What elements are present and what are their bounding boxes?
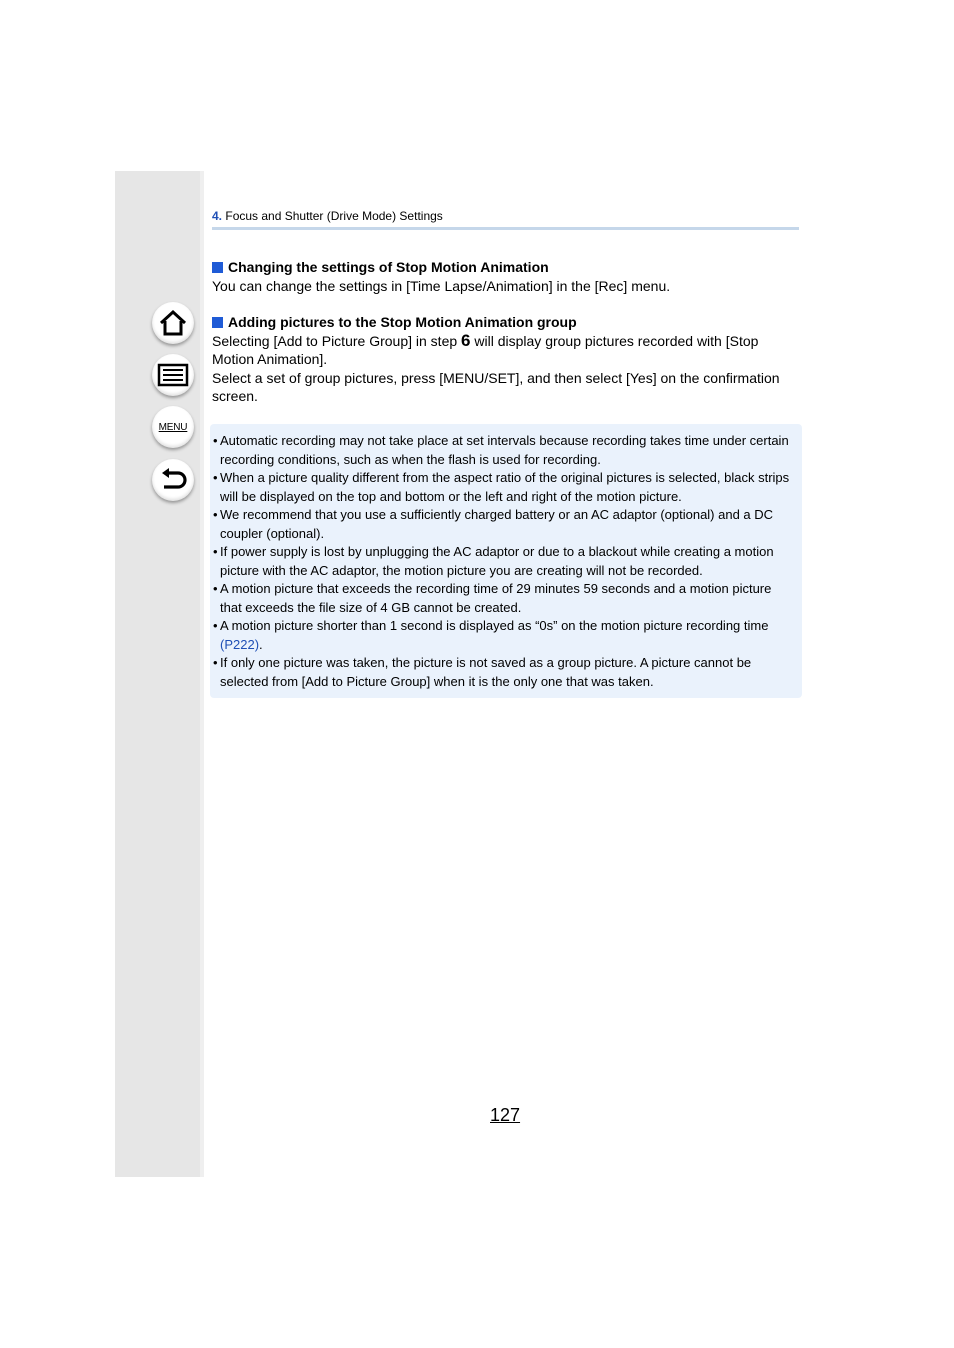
section-heading [212,258,802,277]
contents-button[interactable] [152,354,194,396]
bullet: • [213,544,218,559]
back-button[interactable] [152,459,194,501]
list-icon [157,363,189,387]
back-arrow-icon [158,467,188,493]
menu-label: MENU [158,421,188,433]
note-item [213,432,796,469]
section-heading-text: Changing the settings of Stop Motion Animation [228,259,549,275]
section-heading-text: Adding pictures to the Stop Motion Animation group [228,314,577,330]
bullet: • [213,655,218,670]
bullet: • [213,581,218,596]
note-text: If power supply is lost by unplugging the AC adaptor or due to a blackout while creating a motion picture with the AC adaptor, the motion picture you are creating will not be recorded. [220,544,774,578]
note-text: Automatic recording may not take place at set intervals because recording takes time under certain recording conditions, such as when the flash is used for recording. [220,433,789,467]
note-text: When a picture quality different from the aspect ratio of the original pictures is selected, black strips will be displayed on the top and bottom or the left and right of the motion picture. [220,470,790,504]
step-number: 6 [461,330,471,350]
note-item [213,580,796,617]
square-bullet-icon [212,262,223,273]
bullet: • [213,618,218,633]
section-body-2: Select a set of group pictures, press [MENU/SET], and then select [Yes] on the confirmation screen. [212,369,780,404]
page-number: 127 [490,1105,521,1125]
note-item [213,469,796,506]
page-link[interactable]: (P222) [220,636,260,652]
square-bullet-icon [212,317,223,328]
note-text: We recommend that you use a sufficiently charged battery or an AC adaptor (optional) and a DC coupler (optional). [220,507,774,541]
section-body: You can change the settings in [Time Lapse/Animation] in the [Rec] menu. [212,277,671,294]
chapter-header [212,209,443,224]
header-rule [212,227,799,230]
notes-box [210,424,802,698]
section-heading [212,313,802,332]
note-item [213,654,796,691]
note-text: A motion picture that exceeds the recording time of 29 minutes 59 seconds and a motion picture that exceeds the file size of 4 GB cannot be created. [220,581,772,615]
section-add-pictures [212,313,802,406]
bullet: • [213,433,218,448]
bullet: • [213,470,218,485]
link-suffix: . [259,636,263,652]
bullet: • [213,507,218,522]
note-item [213,617,796,654]
chapter-number: 4. [212,209,223,223]
menu-button[interactable] [152,406,194,448]
note-text: If only one picture was taken, the picture is not saved as a group picture. A picture cannot be selected from [Add to Picture Group] when it is the only one that was taken. [220,655,752,689]
body-text-a: Selecting [Add to Picture Group] in step [212,332,458,349]
home-icon [158,309,188,337]
section-body [212,332,802,369]
section-change-settings [212,258,802,295]
sidebar-edge [200,171,204,1177]
note-item [213,543,796,580]
note-item [213,506,796,543]
chapter-title: Focus and Shutter (Drive Mode) Settings [225,209,443,223]
home-button[interactable] [152,302,194,344]
body-text-b: will display group pictures recorded with [Stop Motion Animation]. [212,332,759,367]
note-text: A motion picture shorter than 1 second is displayed as “0s” on the motion picture recording time [220,618,769,633]
